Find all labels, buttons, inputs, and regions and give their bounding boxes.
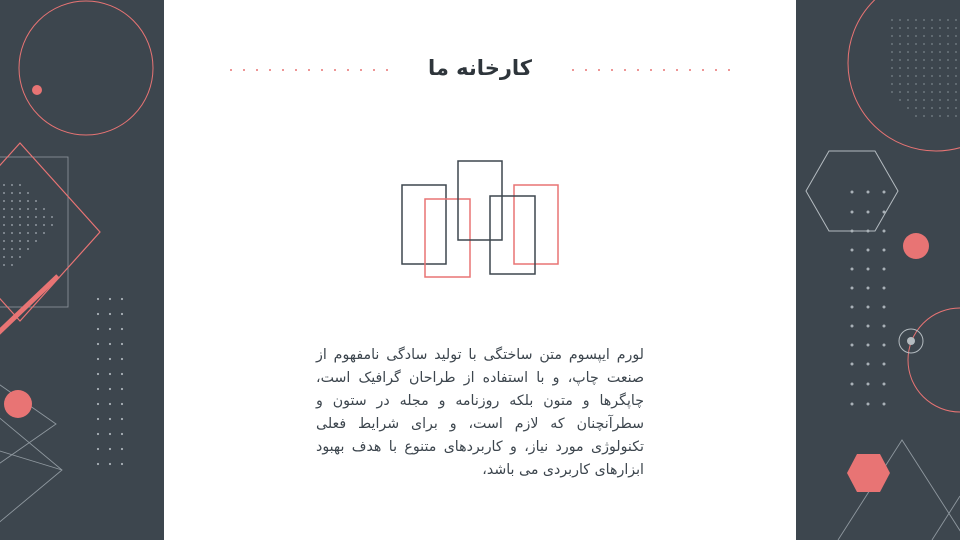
title-dots-right <box>572 69 730 73</box>
right-decorative-panel <box>796 0 960 540</box>
left-decoration-art <box>0 0 164 540</box>
body-paragraph: لورم ایپسوم متن ساختگی با تولید سادگی نامفهوم از صنعت چاپ، و با استفاده از طراحان گرافیک است، چاپگرها و متون بلکه روزنامه و مجله در ستون و سطرآنچنان که لازم است، و برای شرایط فعلی تکنولوژی مورد نیاز، و کاربردهای متنوع با هدف بهبود ابزارهای کاربردی می باشد، <box>316 347 644 478</box>
title-dots-left <box>230 69 388 73</box>
title-row <box>220 52 740 92</box>
page-title: کارخانه ما <box>427 56 533 80</box>
left-decorative-panel <box>0 0 164 540</box>
overlapping-rectangles-logo-icon <box>398 158 562 282</box>
right-decoration-art <box>796 0 960 540</box>
